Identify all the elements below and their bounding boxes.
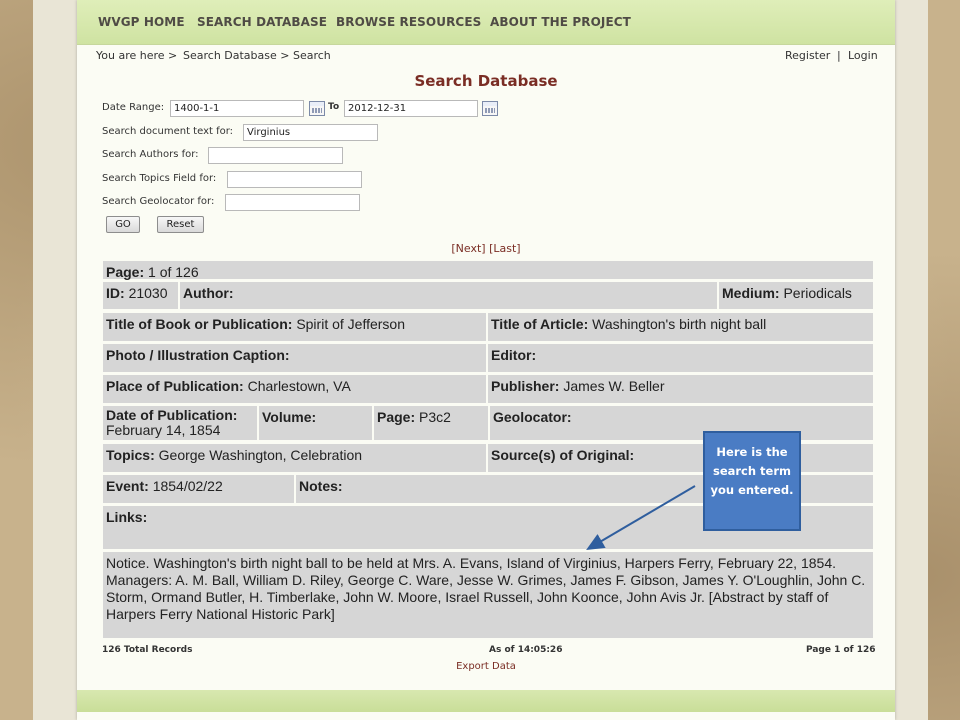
pg-cell [374, 406, 488, 440]
doc-text-label: Search document text for: [102, 126, 234, 137]
editor-label: Editor: [491, 347, 537, 363]
event-cell [103, 475, 294, 503]
page-label: Page: [106, 264, 145, 280]
geolocator-cell [490, 406, 873, 440]
bottom-bar [77, 690, 895, 712]
book-title-label: Title of Book or Publication: [106, 316, 293, 332]
author-cell [180, 282, 717, 309]
date-range-label: Date Range: [102, 102, 165, 113]
links-label: Links: [106, 509, 148, 525]
author-label: Author: [183, 285, 234, 301]
publisher-value: James W. Beller [563, 378, 665, 394]
date-to-input[interactable]: 2012-12-31 [344, 100, 478, 117]
source-cell [488, 444, 873, 472]
login-link[interactable]: Login [848, 49, 878, 62]
topics-field-label: Search Topics Field for: [102, 173, 217, 184]
id-label: ID: [106, 285, 125, 301]
event-label: Event: [106, 478, 149, 494]
id-value: 21030 [128, 285, 168, 301]
nav-search-database[interactable]: SEARCH DATABASE [197, 15, 328, 29]
reset-button[interactable]: Reset [157, 216, 204, 233]
pg-value: P3c2 [419, 409, 451, 425]
medium-label: Medium: [722, 285, 780, 301]
volume-label: Volume: [262, 409, 317, 425]
article-title-label: Title of Article: [491, 316, 589, 332]
nav-about-project[interactable]: ABOUT THE PROJECT [490, 15, 631, 29]
nav-home[interactable]: WVGP HOME [98, 15, 185, 29]
authors-input[interactable] [208, 147, 343, 164]
calendar-icon[interactable] [309, 101, 325, 116]
topics-label: Topics: [106, 447, 155, 463]
page [77, 0, 895, 720]
book-title-value: Spirit of Jefferson [296, 316, 405, 332]
publisher-label: Publisher: [491, 378, 560, 394]
export-data-link[interactable]: Export Data [456, 661, 516, 672]
record-notice: Notice. Washington's birth night ball to be held at Mrs. A. Evans, Island of Virginius, Harpers Ferry, February 22, 1854. Managers: A. M. Ball, William D. Riley, George C. Ware, Jesse W. Grimes, James F. Gibson, James Y. O'Loughlin, John C. Storm, Ormand Butler, H. Timberlake, John W. Moore, Israel Russell, John Koonce, John Avis Jr. [Abstract by staff of Harpers Ferry National Historic Park] [103, 552, 873, 638]
page-value: 1 of 126 [148, 264, 199, 280]
annotation-callout: Here is the search term you entered. [703, 431, 801, 531]
authors-label: Search Authors for: [102, 149, 199, 160]
register-link[interactable]: Register [785, 49, 831, 62]
place-label: Place of Publication: [106, 378, 244, 394]
doc-text-input[interactable]: Virginius [243, 124, 378, 141]
date-from-input[interactable]: 1400-1-1 [170, 100, 304, 117]
pub-date-value: February 14, 1854 [106, 422, 221, 438]
article-title-value: Washington's birth night ball [592, 316, 767, 332]
book-title-cell [103, 313, 486, 341]
go-button[interactable]: GO [106, 216, 140, 233]
geolocator-field-label: Geolocator: [493, 409, 572, 425]
page-count: Page 1 of 126 [806, 645, 876, 655]
topics-cell [103, 444, 486, 472]
breadcrumb-path[interactable]: Search Database > Search [183, 49, 331, 62]
as-of-time: As of 14:05:26 [489, 645, 563, 655]
account-separator: | [837, 49, 841, 62]
pager-links[interactable]: [Next] [Last] [451, 242, 521, 255]
topics-value: George Washington, Celebration [158, 447, 363, 463]
notes-label: Notes: [299, 478, 343, 494]
to-label: To [328, 102, 340, 112]
pub-date-cell [103, 406, 257, 440]
record-page-row [103, 261, 873, 279]
medium-value: Periodicals [783, 285, 852, 301]
breadcrumb [77, 44, 895, 68]
editor-cell [488, 344, 873, 372]
geolocator-input[interactable] [225, 194, 360, 211]
pub-date-label: Date of Publication: [106, 407, 238, 423]
volume-cell [259, 406, 372, 440]
id-cell [103, 282, 178, 309]
topics-field-input[interactable] [227, 171, 362, 188]
place-cell [103, 375, 486, 403]
event-value: 1854/02/22 [152, 478, 223, 494]
calendar-icon[interactable] [482, 101, 498, 116]
medium-cell [719, 282, 873, 309]
page-title: Search Database [414, 72, 558, 90]
source-label: Source(s) of Original: [491, 447, 635, 463]
caption-label: Photo / Illustration Caption: [106, 347, 290, 363]
pg-label: Page: [377, 409, 416, 425]
caption-cell [103, 344, 486, 372]
top-nav [77, 0, 895, 45]
place-value: Charlestown, VA [247, 378, 351, 394]
breadcrumb-prefix: You are here > [96, 49, 178, 62]
total-records: 126 Total Records [102, 645, 193, 655]
geolocator-label: Search Geolocator for: [102, 196, 215, 207]
publisher-cell [488, 375, 873, 403]
nav-browse-resources[interactable]: BROWSE RESOURCES [336, 15, 482, 29]
article-title-cell [488, 313, 873, 341]
